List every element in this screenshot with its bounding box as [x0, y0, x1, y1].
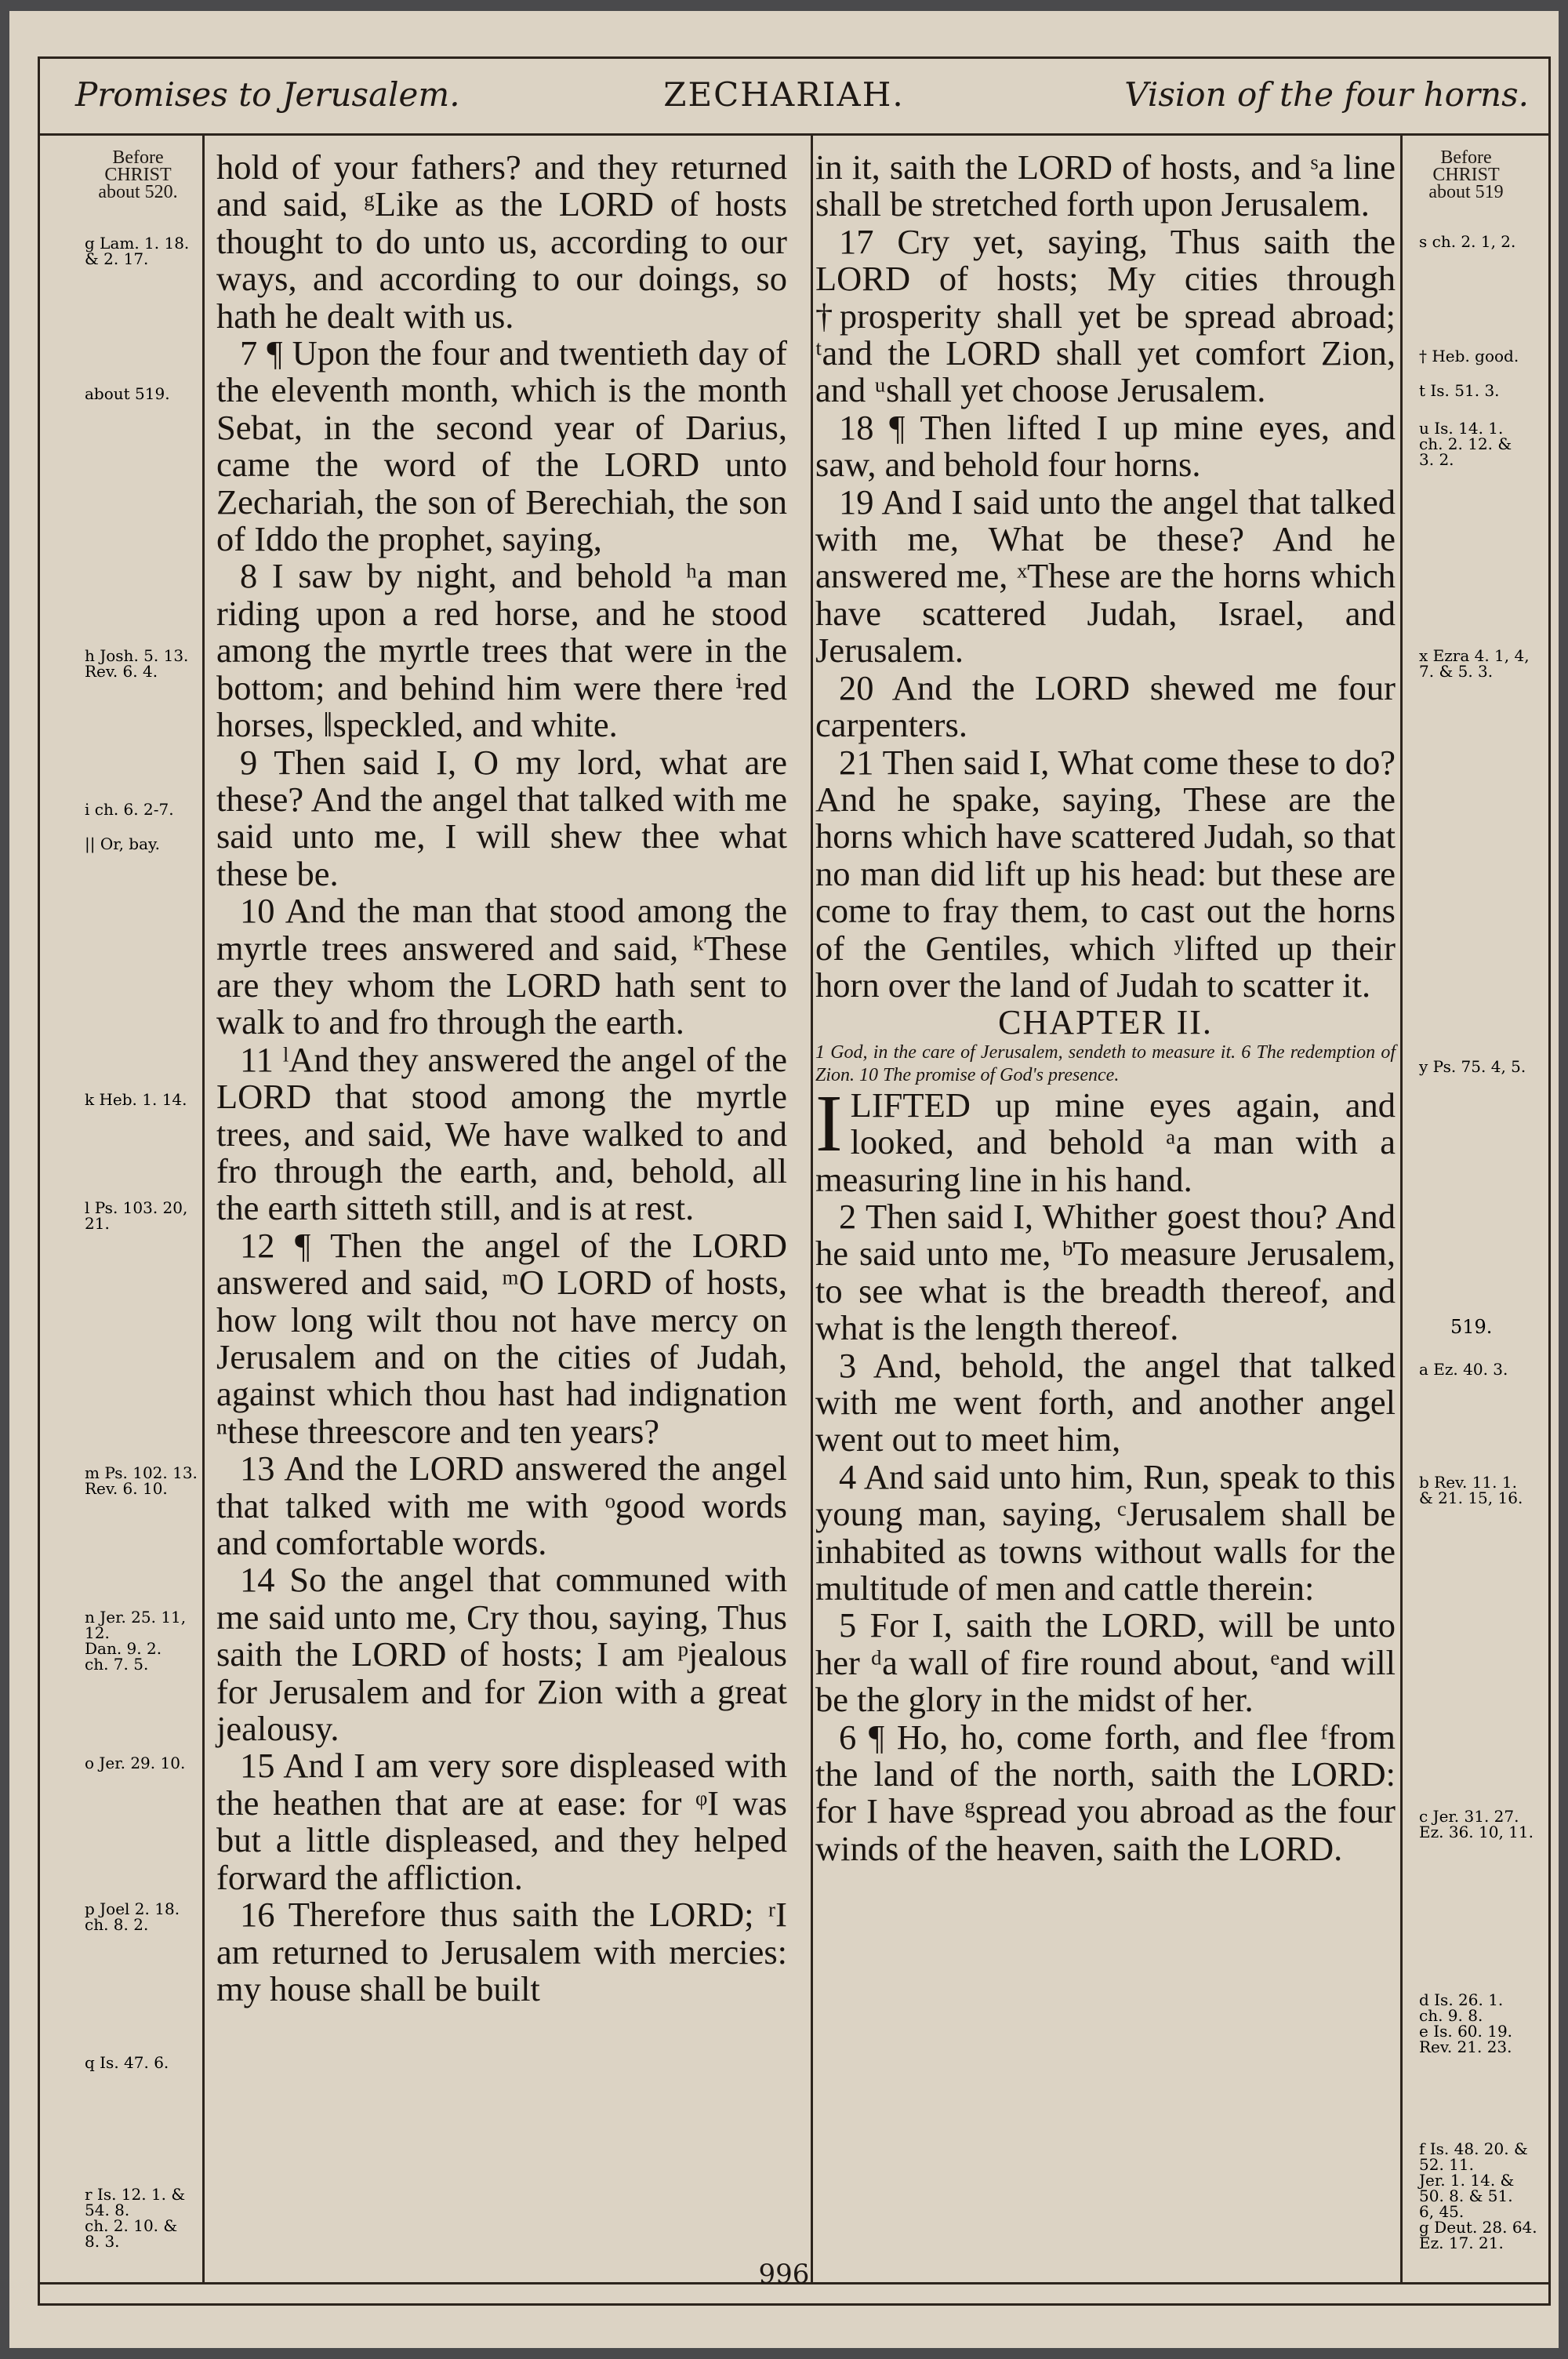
right-note: c Jer. 31. 27. Ez. 36. 10, 11.	[1419, 1807, 1534, 1841]
verse: 7 ¶ Upon the four and twentieth day of the eleventh month, which is the month Sebat, in the second year of Darius, came the word of the LORD unto Zechariah, the son of Berechiah, the son of Iddo the prophet, saying,	[216, 333, 787, 559]
chapter-summary: 1 God, in the care of Jerusalem, sendeth to measure it. 6 The redemption of Zion. 10 The promise of God's presence.	[815, 1041, 1396, 1085]
right-margin-rule	[1400, 135, 1403, 2284]
verse: 14 So the angel that communed with me said unto me, Cry thou, saying, Thus saith the LORD of hosts; I am ᵖjealous for Jerusalem and for Zion with a great jealousy.	[216, 1560, 787, 1749]
left-about: about 520.	[98, 182, 178, 202]
right-note: b Rev. 11. 1. & 21. 15, 16.	[1419, 1473, 1523, 1507]
text-column-left	[216, 149, 787, 2008]
verse: 3 And, behold, the angel that talked with me went forth, and another angel went out to meet him,	[815, 1345, 1396, 1459]
left-margin-rule	[202, 135, 205, 2284]
verse: 20 And the LORD shewed me four carpenters.	[815, 667, 1396, 745]
verse: 6 ¶ Ho, ho, come forth, and flee ᶠfrom the land of the north, saith the LORD: for I have ᵍspread you abroad as the four winds of the heaven, saith the LORD.	[815, 1717, 1396, 1868]
left-note: o Jer. 29. 10.	[85, 1754, 186, 1772]
page-number: 996	[758, 2259, 810, 2290]
right-note: d Is. 26. 1. ch. 9. 8. e Is. 60. 19. Rev. 21. 23.	[1419, 1990, 1513, 2056]
verse: 12 ¶ Then the angel of the LORD answered and said, ᵐO LORD of hosts, how long wilt thou not have mercy on Jerusalem and on the cities of Judah, against which thou hast had indignation ⁿthese threescore and ten years?	[216, 1225, 787, 1451]
drop-cap: I	[815, 1078, 843, 1169]
right-note: t Is. 51. 3.	[1419, 381, 1500, 400]
chapter-heading: CHAPTER II.	[998, 1003, 1213, 1042]
verse: 13 And the LORD answered the angel that talked with me with ᵒgood words and comfortable words.	[216, 1448, 787, 1563]
verse: 11 ˡAnd they answered the angel of the LORD that stood among the myrtle trees, and said, We have walked to and fro through the earth, and, behold, all the earth sitteth still, and is at rest.	[216, 1039, 787, 1228]
left-note: g Lam. 1. 18. & 2. 17.	[85, 234, 190, 268]
right-note: s ch. 2. 1, 2.	[1419, 232, 1516, 251]
right-about: about 519	[1428, 182, 1504, 202]
right-note: x Ezra 4. 1, 4, 7. & 5. 3.	[1419, 646, 1530, 681]
left-before: Before	[112, 147, 164, 168]
verse: 8 I saw by night, and behold ʰa man riding upon a red horse, and he stood among the myrtle trees that were in the bottom; and behind him were there ⁱred horses, ‖speckled, and white.	[216, 556, 787, 745]
verse: 2 Then said I, Whither goest thou? And he said unto me, ᵇTo measure Jerusalem, to see what is the breadth thereof, and what is the length thereof.	[815, 1196, 1396, 1348]
verse: hold of your fathers? and they returned and said, ᵍLike as the LORD of hosts thought to do unto us, according to our ways, and according to our doings, so hath he dealt with us.	[216, 147, 787, 336]
verse: 10 And the man that stood among the myrtle trees answered and said, ᵏThese are they whom the LORD hath sent to walk to and fro through the earth.	[216, 891, 787, 1042]
right-note: † Heb. good.	[1419, 347, 1519, 365]
right-christ: CHRIST	[1432, 165, 1500, 185]
right-margin-notes	[1403, 149, 1529, 201]
left-note: i ch. 6. 2-7.	[85, 800, 174, 819]
verse: 19 And I said unto the angel that talked with me, What be these? And he answered me, ˣThese are the horns which have scattered Judah, Israel, and Jerusalem.	[815, 482, 1396, 671]
text-column-right	[815, 149, 1396, 1867]
verse: 18 ¶ Then lifted I up mine eyes, and saw, and behold four horns.	[815, 407, 1396, 485]
verse	[815, 1078, 1396, 1199]
header-left: Promises to Jerusalem.	[75, 75, 460, 114]
header-center: ZECHARIAH.	[663, 75, 905, 114]
verse: in it, saith the LORD of hosts, and ˢa line shall be stretched forth upon Jerusalem.	[815, 147, 1396, 224]
right-note: y Ps. 75. 4, 5.	[1419, 1057, 1526, 1076]
right-note: a Ez. 40. 3.	[1419, 1360, 1508, 1379]
verse: 16 Therefore thus saith the LORD; ʳI am returned to Jerusalem with mercies: my house shall be built	[216, 1895, 787, 2008]
left-note: l Ps. 103. 20, 21.	[85, 1198, 188, 1233]
left-christ: CHRIST	[104, 165, 172, 185]
left-note: h Josh. 5. 13. Rev. 6. 4.	[85, 646, 189, 681]
verse: 5 For I, saith the LORD, will be unto her ᵈa wall of fire round about, ᵉand will be the glory in the midst of her.	[815, 1605, 1396, 1720]
left-note: n Jer. 25. 11, 12. Dan. 9. 2. ch. 7. 5.	[85, 1608, 187, 1674]
left-note: q Is. 47. 6.	[85, 2053, 169, 2072]
right-note: 519.	[1450, 1316, 1493, 1338]
left-note: || Or, bay.	[85, 834, 161, 853]
verse: 21 Then said I, What come these to do? And he spake, saying, These are the horns which have scattered Judah, so that no man did lift up his head: but these are come to fray them, to cast out the horns of the Gentiles, which ʸlifted up their horn over the land of Judah to scatter it.	[815, 742, 1396, 1005]
column-rule	[811, 135, 813, 2284]
left-note: about 519.	[85, 384, 170, 403]
verse: 9 Then said I, O my lord, what are these? And the angel that talked with me said unto me, I will shew thee what these be.	[216, 742, 787, 893]
left-margin-notes	[75, 149, 201, 201]
right-note: u Is. 14. 1. ch. 2. 12. & 3. 2.	[1419, 419, 1512, 469]
verse: 15 And I am very sore displeased with the heathen that are at ease: for ᵠI was but a little displeased, and they helped forward the affliction.	[216, 1746, 787, 1897]
verse: 4 And said unto him, Run, speak to this young man, saying, ᶜJerusalem shall be inhabited as towns without walls for the multitude of men and cattle therein:	[815, 1456, 1396, 1608]
right-note: f Is. 48. 20. & 52. 11. Jer. 1. 14. & 50. 8. & 51. 6, 45. g Deut. 28. 64. Ez. 17. 21.	[1419, 2139, 1537, 2252]
left-note: r Is. 12. 1. & 54. 8. ch. 2. 10. & 8. 3.	[85, 2185, 186, 2251]
left-note: k Heb. 1. 14.	[85, 1090, 187, 1109]
verse-text: LIFTED up mine eyes again, and looked, and behold ᵃa man with a measuring line in his hand.	[815, 1085, 1396, 1199]
verse: 17 Cry yet, saying, Thus saith the LORD of hosts; My cities through †prosperity shall yet be spread abroad; ᵗand the LORD shall yet comfort Zion, and ᵘshall yet choose Jerusalem.	[815, 221, 1396, 410]
header-right: Vision of the four horns.	[1124, 75, 1529, 114]
left-note: m Ps. 102. 13. Rev. 6. 10.	[85, 1463, 198, 1498]
right-before: Before	[1440, 147, 1492, 168]
header-rule	[38, 133, 1551, 136]
left-note: p Joel 2. 18. ch. 8. 2.	[85, 1899, 180, 1934]
